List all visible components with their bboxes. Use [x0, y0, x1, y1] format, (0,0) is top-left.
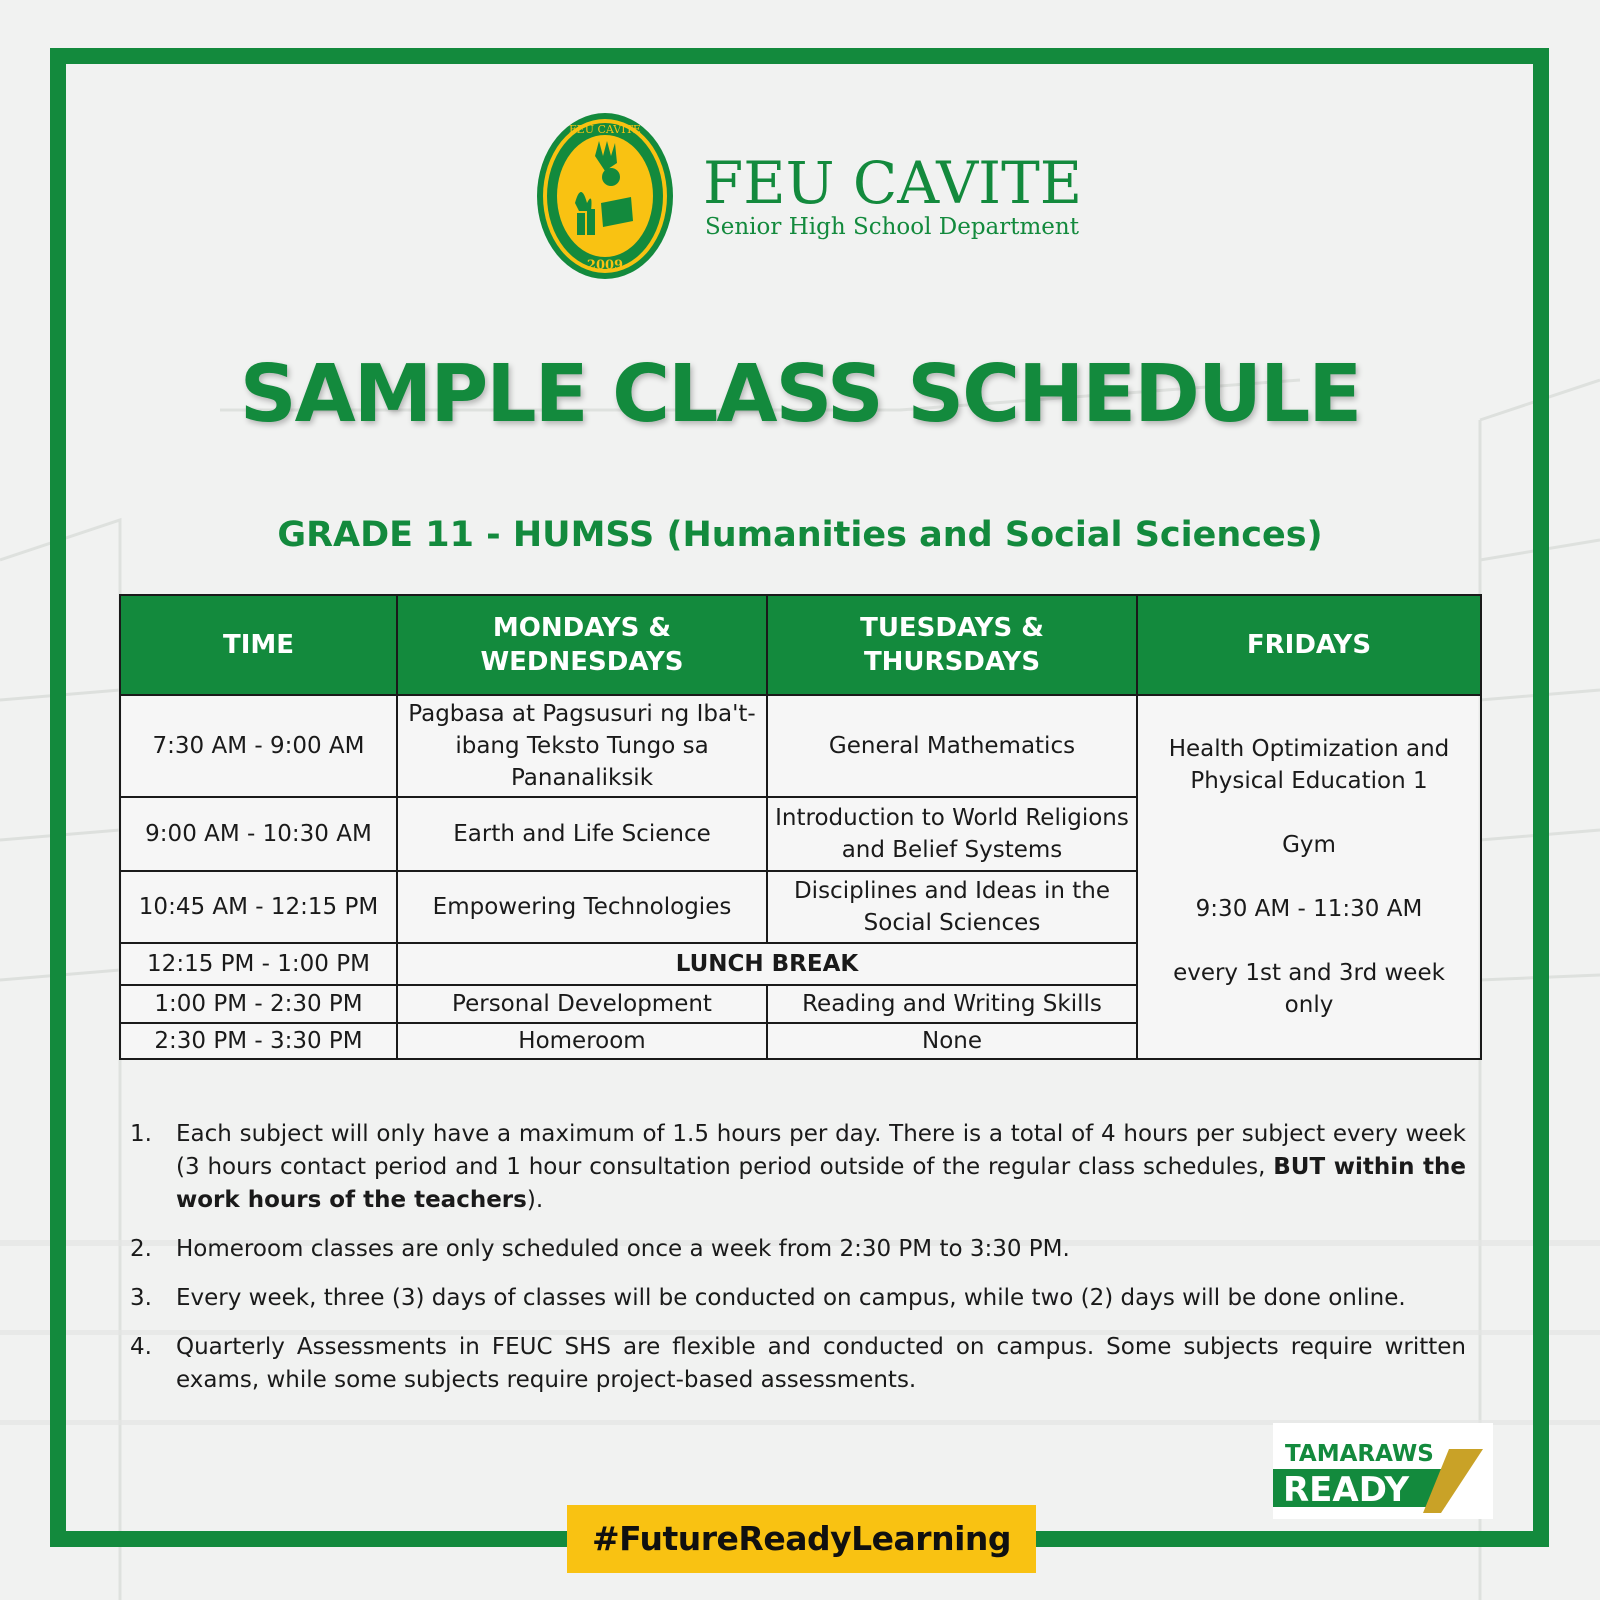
- header-mw-line1: MONDAYS &: [492, 613, 672, 643]
- badge-line2: READY: [1283, 1470, 1410, 1510]
- note-number: 3.: [130, 1285, 152, 1311]
- note-text: Quarterly Assessments in FEUC SHS are flexible and conducted on campus. Some subjects require written exams, while some subjects require project-based assessments.: [176, 1334, 1466, 1393]
- badge-line1: TAMARAWS: [1285, 1441, 1434, 1467]
- brand-name: FEU CAVITE: [703, 149, 1083, 217]
- note-number: 2.: [130, 1236, 152, 1262]
- note-item: [130, 1233, 1466, 1266]
- friday-frequency: every 1st and 3rd week only: [1173, 960, 1445, 1018]
- page-title: SAMPLE CLASS SCHEDULE: [239, 348, 1361, 440]
- notes-list: [130, 1118, 1466, 1413]
- note-text-end: ).: [526, 1187, 544, 1213]
- tamaraws-ready-badge: [1273, 1423, 1493, 1519]
- friday-venue: Gym: [1282, 832, 1336, 858]
- header-fridays: FRIDAYS: [1137, 595, 1481, 695]
- hashtag-banner: #FutureReadyLearning: [567, 1505, 1036, 1573]
- note-text: Every week, three (3) days of classes will be conducted on campus, while two (2) days will be done online.: [176, 1285, 1406, 1311]
- note-number: 1.: [130, 1121, 152, 1147]
- cell-mw: Earth and Life Science: [397, 797, 767, 871]
- cell-friday: [1137, 695, 1481, 1059]
- feu-cavite-seal-icon: [535, 111, 675, 281]
- cell-lunch-break: LUNCH BREAK: [397, 943, 1137, 985]
- cell-time: 10:45 AM - 12:15 PM: [120, 871, 397, 943]
- cell-mw: Personal Development: [397, 985, 767, 1023]
- note-text: Homeroom classes are only scheduled once a week from 2:30 PM to 3:30 PM.: [176, 1236, 1070, 1262]
- cell-time: 12:15 PM - 1:00 PM: [120, 943, 397, 985]
- cell-time: 7:30 AM - 9:00 AM: [120, 695, 397, 797]
- cell-tt: General Mathematics: [767, 695, 1137, 797]
- note-item: [130, 1282, 1466, 1315]
- header-tt-line1: TUESDAYS &: [860, 613, 1044, 643]
- cell-mw: Homeroom: [397, 1023, 767, 1059]
- friday-subject: Health Optimization and Physical Education 1: [1168, 736, 1450, 794]
- header-tuesdays-thursdays: [767, 595, 1137, 695]
- brand-department: Senior High School Department: [705, 214, 1079, 240]
- header-tt-line2: THURSDAYS: [863, 647, 1041, 677]
- table-header-row: [120, 595, 1481, 695]
- header-mw-line2: WEDNESDAYS: [480, 647, 684, 677]
- friday-time: 9:30 AM - 11:30 AM: [1195, 896, 1423, 922]
- cell-mw: Empowering Technologies: [397, 871, 767, 943]
- note-item: [130, 1331, 1466, 1397]
- page-subtitle: GRADE 11 - HUMSS (Humanities and Social Sciences): [277, 515, 1323, 555]
- seal-year: 2009: [586, 258, 624, 273]
- cell-time: 2:30 PM - 3:30 PM: [120, 1023, 397, 1059]
- note-number: 4.: [130, 1334, 152, 1360]
- cell-tt: Disciplines and Ideas in the Social Sciences: [767, 871, 1137, 943]
- cell-time: 9:00 AM - 10:30 AM: [120, 797, 397, 871]
- cell-tt: Reading and Writing Skills: [767, 985, 1137, 1023]
- note-item: [130, 1118, 1466, 1217]
- cell-tt: None: [767, 1023, 1137, 1059]
- table-row: [120, 695, 1481, 797]
- schedule-table: [119, 594, 1482, 1060]
- header-mondays-wednesdays: [397, 595, 767, 695]
- school-logo: [535, 111, 1083, 281]
- seal-top-text: FEU CAVITE: [569, 123, 641, 136]
- cell-time: 1:00 PM - 2:30 PM: [120, 985, 397, 1023]
- note-bold-text: BUT within the work hours of the teachers: [176, 1154, 1466, 1213]
- cell-tt: Introduction to World Religions and Belief Systems: [767, 797, 1137, 871]
- header-time: TIME: [120, 595, 397, 695]
- cell-mw: Pagbasa at Pagsusuri ng Iba't-ibang Teksto Tungo sa Pananaliksik: [397, 695, 767, 797]
- note-text: Each subject will only have a maximum of 1.5 hours per day. There is a total of 4 hours per subject every week (3 hours contact period and 1 hour consultation period outside of the regular class schedules,: [176, 1121, 1466, 1180]
